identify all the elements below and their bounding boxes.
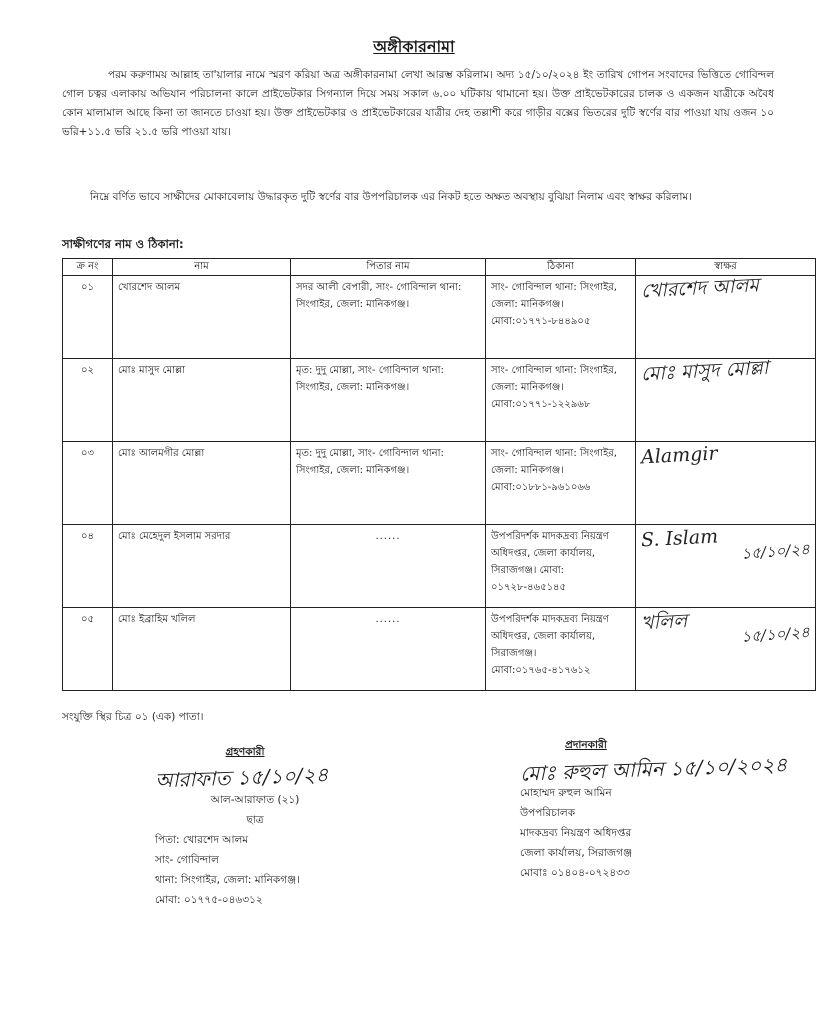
- signature-handwritten: Alamgir: [640, 442, 719, 469]
- giver-name: মোহাম্মদ রুহুল আমিন: [520, 787, 612, 799]
- row-serial: ০৩: [63, 442, 113, 525]
- header-name: নাম: [113, 259, 291, 276]
- receiver-mobile: মোবা: ০১৭৭৫-০৪৬৩১২: [155, 894, 263, 906]
- receiver-father: পিতা: খোরশেদ আলম: [155, 834, 249, 846]
- row-father: মৃত: দুদু মোল্লা, সাং- গোবিন্দাল থানা: সিংগাইর, জেলা: মানিকগঞ্জ।: [291, 359, 486, 442]
- row-father: ......: [291, 525, 486, 608]
- row-name: মোঃ মেহেদুল ইসলাম সরদার: [113, 525, 291, 608]
- row-name: মোঃ আলমগীর মোল্লা: [113, 442, 291, 525]
- row-serial: ০৫: [63, 608, 113, 691]
- table-header-row: [63, 259, 816, 276]
- witness-table: [62, 258, 816, 691]
- table-row: [63, 442, 816, 525]
- row-serial: ০১: [63, 276, 113, 359]
- row-address: উপপরিদর্শক মাদকদ্রব্য নিয়ন্ত্রণ অধিদপ্তর, জেলা কার্যালয়, সিরাজগঞ্জ। মোবা: ০১৭২৮-৪৬৫১৪৫: [486, 525, 636, 608]
- row-signature: [636, 608, 816, 691]
- table-row: [63, 276, 816, 359]
- row-serial: ০৪: [63, 525, 113, 608]
- table-row: [63, 608, 816, 691]
- row-signature: [636, 525, 816, 608]
- header-father-name: পিতার নাম: [291, 259, 486, 276]
- row-father: মৃত: দুদু মোল্লা, সাং- গোবিন্দাল থানা: সিংগাইর, জেলা: মানিকগঞ্জ।: [291, 442, 486, 525]
- row-father: সদর আলী বেপারী, সাং- গোবিন্দাল থানা: সিংগাইর, জেলা: মানিকগঞ্জ।: [291, 276, 486, 359]
- receiver-name: আল-আরাফাত (২১): [210, 794, 300, 806]
- row-serial: ০২: [63, 359, 113, 442]
- receiver-heading: গ্রহণকারী: [225, 746, 265, 758]
- acknowledgement-paragraph: নিম্নে বর্ণিত ভাবে সাক্ষীদের মোকাবেলায় উদ্ধারকৃত দুটি স্বর্ণের বার উপপরিচালক এর নিকট হতে অক্ষত অবস্থায় বুঝিয়া নিলাম এবং স্বাক্ষর করিলাম।: [90, 191, 692, 203]
- signature-date: ১৫/১০/২৪: [740, 540, 811, 563]
- receiver-village: সাং- গোবিন্দাল: [155, 854, 219, 866]
- receiver-role: ছাত্র: [246, 814, 264, 826]
- giver-district: জেলা কার্যালয়, সিরাজগঞ্জ: [520, 847, 633, 859]
- row-signature: [636, 276, 816, 359]
- statement-paragraph: পরম করুণাময় আল্লাহ তা'য়ালার নামে স্মরণ করিয়া অত্র অঙ্গীকারনামা লেখা আরম্ভ করিলাম। অদ্য ১৫/১০/২০২৪ ইং তারিখ গোপন সংবাদের ভিত্তিতে গোবিন্দল গোল চত্বর এলাকায় অভিযান পরিচালনা কালে প্রাইভেটকার সিগন্যাল দিয়ে সময় সকাল ৬.০০ ঘটিকায় থামানো হয়। উক্ত প্রাইভেটকারের চালক ও একজন যাত্রীকে অবৈধ কোন মালামাল আছে কিনা তা জানতে চাওয়া হয়। উক্ত প্রাইভেটকার ও প্রাইভেটকারের যাত্রীর দেহ তল্লাশী করে গাড়ীর বক্সের ভিতরের দুটি স্বর্ণের বার পাওয়া যায় ওজন ১০ ভরি+১১.৫ ভরি ২১.৫ ভরি পাওয়া যায়।: [62, 69, 774, 138]
- row-address: উপপরিদর্শক মাদকদ্রব্য নিয়ন্ত্রণ অধিদপ্তর, জেলা কার্যালয়, সিরাজগঞ্জ। মোবা:০১৭৬৫-৪১৭৬১২: [486, 608, 636, 691]
- header-address: ঠিকানা: [486, 259, 636, 276]
- giver-heading: প্রদানকারী: [565, 739, 607, 751]
- row-father: ......: [291, 608, 486, 691]
- attachment-note: সংযুক্তি স্থির চিত্র ০১ (এক) পাতা।: [62, 711, 204, 723]
- signature-handwritten: খলিল: [640, 610, 688, 635]
- header-serial: ক্র নং: [63, 259, 113, 276]
- table-row: [63, 359, 816, 442]
- receiver-sign-date: ১৫/১০/২৪: [236, 762, 329, 790]
- giver-mobile: মোবাঃ ০১৪০৪-০৭২৪৩৩: [520, 867, 630, 879]
- header-signature: স্বাক্ষর: [636, 259, 816, 276]
- giver-signature: মোঃ রুহুল আমিন ১৫/১০/২০২৪: [519, 752, 788, 786]
- giver-sign-date: ১৫/১০/২০২৪: [669, 752, 788, 781]
- table-row: [63, 525, 816, 608]
- row-name: মোঃ ইব্রাহিম খলিল: [113, 608, 291, 691]
- signature-handwritten: খোরশেদ আলম: [640, 274, 760, 303]
- giver-designation: উপপরিচালক: [520, 807, 576, 819]
- receiver-signature: আরাফাত ১৫/১০/২৪: [154, 762, 329, 793]
- signature-date: ১৫/১০/২৪: [740, 623, 811, 646]
- giver-block: [520, 735, 790, 883]
- row-address: সাং- গোবিন্দাল থানা: সিংগাইর, জেলা: মানিকগঞ্জ। মোবা:০১৮৮১-৯৬১০৬৬: [486, 442, 636, 525]
- row-signature: [636, 442, 816, 525]
- row-address: সাং- গোবিন্দাল থানা: সিংগাইর, জেলা: মানিকগঞ্জ। মোবা:০১৭৭১-১২২৯৬৮: [486, 359, 636, 442]
- receiver-block: [155, 742, 415, 910]
- row-name: খোরশেদ আলম: [113, 276, 291, 359]
- row-address: সাং- গোবিন্দাল থানা: সিংগাইর, জেলা: মানিকগঞ্জ। মোবা:০১৭৭১-৮৪৪৯০৫: [486, 276, 636, 359]
- row-name: মোঃ মাসুদ মোল্লা: [113, 359, 291, 442]
- document-title: অঙ্গীকারনামা: [373, 37, 455, 56]
- row-signature: [636, 356, 816, 442]
- signature-handwritten: মোঃ মাসুদ মোল্লা: [640, 356, 769, 386]
- giver-office: মাদকদ্রব্য নিয়ন্ত্রণ অধিদপ্তর: [520, 827, 632, 839]
- receiver-thana: থানা: সিংগাইর, জেলা: মানিকগঞ্জ।: [155, 874, 300, 886]
- signature-handwritten: S. Islam: [640, 525, 719, 552]
- witness-heading: সাক্ষীগণের নাম ও ঠিকানা:: [62, 237, 184, 251]
